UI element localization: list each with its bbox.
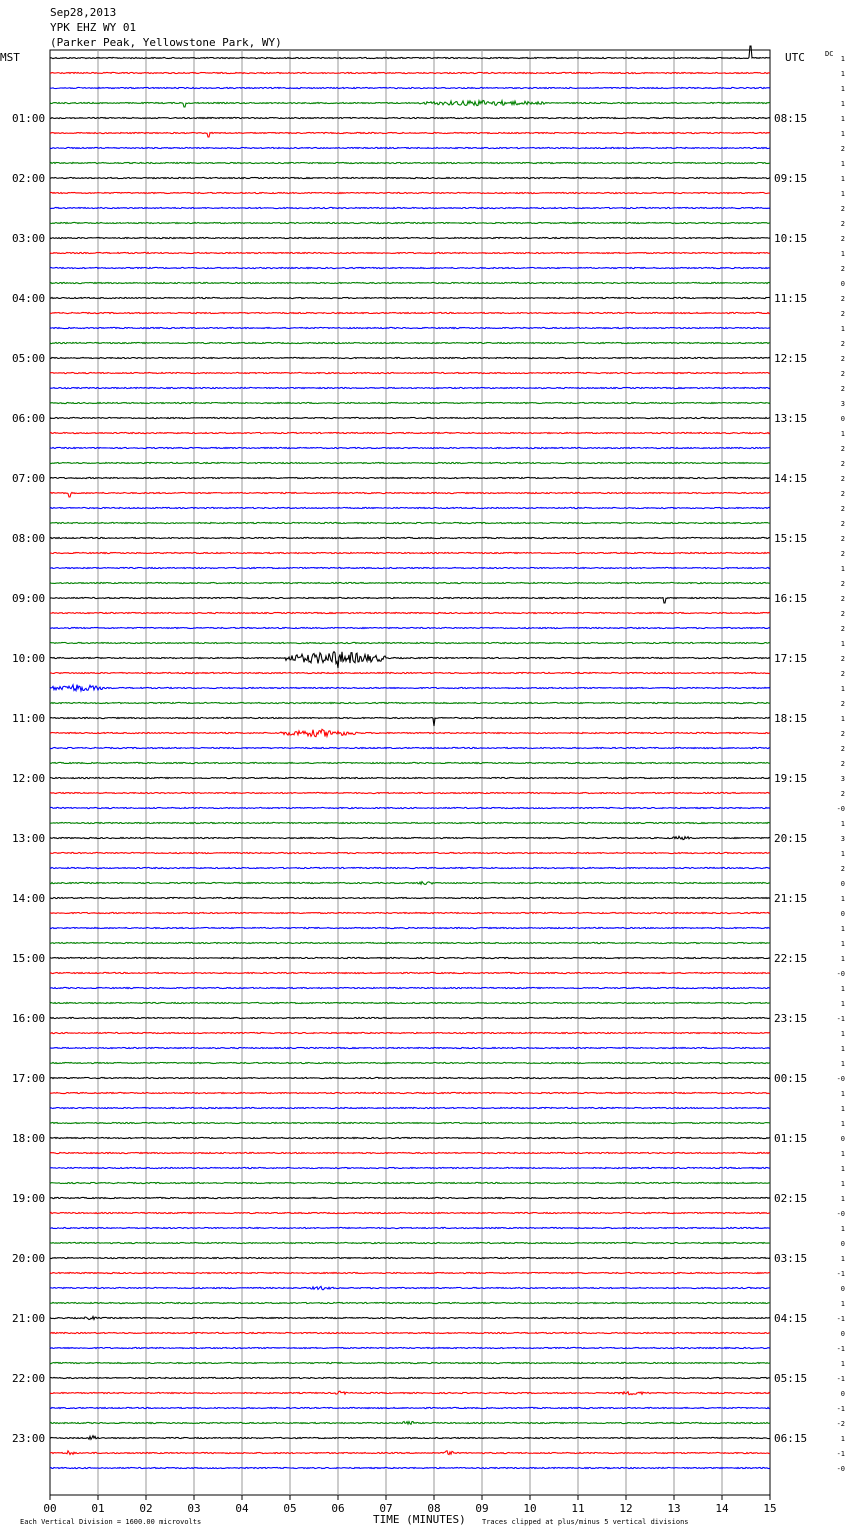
- seismic-trace: [50, 1167, 770, 1168]
- footer-scale-note: Each Vertical Division = 1600.00 microvolts: [20, 1518, 202, 1526]
- dc-value: 2: [840, 445, 845, 453]
- dc-value: 2: [840, 220, 845, 228]
- dc-value: 0: [840, 1330, 845, 1338]
- x-tick-label: 02: [139, 1502, 153, 1515]
- mst-hour-label: 11:00: [12, 712, 46, 725]
- utc-hour-label: 17:15: [774, 652, 808, 665]
- mst-hour-label: 18:00: [12, 1132, 46, 1145]
- chart-header: [50, 6, 282, 49]
- dc-value: 1: [840, 115, 845, 123]
- dc-value: 3: [840, 775, 845, 783]
- seismic-trace: [50, 642, 770, 643]
- mst-hour-label: 19:00: [12, 1192, 46, 1205]
- seismic-trace: [50, 567, 770, 568]
- seismic-trace: [50, 987, 770, 988]
- dc-value: 2: [840, 790, 845, 798]
- seismic-trace: [50, 537, 770, 538]
- x-tick-label: 06: [331, 1502, 345, 1515]
- dc-value: 3: [840, 835, 845, 843]
- x-tick-label: 03: [187, 1502, 201, 1515]
- utc-hour-labels: [774, 112, 807, 1445]
- dc-value: 1: [840, 1105, 845, 1113]
- seismic-trace: [50, 177, 770, 178]
- mst-hour-label: 10:00: [12, 652, 46, 665]
- mst-hour-label: 14:00: [12, 892, 46, 905]
- dc-value: 2: [840, 700, 845, 708]
- seismic-trace: [50, 836, 770, 839]
- dc-value: 2: [840, 745, 845, 753]
- chart-location: (Parker Peak, Yellowstone Park, WY): [50, 36, 282, 49]
- dc-value: -0: [836, 805, 845, 813]
- seismic-trace: [50, 1077, 770, 1078]
- mst-hour-label: 02:00: [12, 172, 46, 185]
- mst-axis-label: MST: [0, 51, 20, 64]
- mst-hour-label: 20:00: [12, 1252, 46, 1265]
- dc-value: 1: [840, 55, 845, 63]
- dc-value: 3: [840, 400, 845, 408]
- dc-value: 2: [840, 865, 845, 873]
- dc-value: 2: [840, 655, 845, 663]
- seismic-trace: [50, 1422, 770, 1425]
- seismic-trace: [50, 507, 770, 508]
- dc-value: -0: [836, 1210, 845, 1218]
- dc-value: 2: [840, 475, 845, 483]
- dc-value: 0: [840, 1285, 845, 1293]
- seismic-trace: [50, 957, 770, 958]
- seismic-trace: [50, 192, 770, 193]
- seismic-trace: [50, 867, 770, 868]
- utc-hour-label: 01:15: [774, 1132, 808, 1145]
- seismic-trace: [50, 447, 770, 448]
- seismic-trace: [50, 1227, 770, 1228]
- dc-value: 0: [840, 415, 845, 423]
- dc-value: 1: [840, 1225, 845, 1233]
- seismic-trace: [50, 1032, 770, 1033]
- seismic-trace: [50, 372, 770, 373]
- mst-hour-label: 22:00: [12, 1372, 46, 1385]
- dc-value: 1: [840, 565, 845, 573]
- x-tick-label: 11: [571, 1502, 585, 1515]
- dc-value: 1: [840, 820, 845, 828]
- mst-hour-label: 15:00: [12, 952, 46, 965]
- dc-value: 1: [840, 1360, 845, 1368]
- seismic-trace: [50, 342, 770, 343]
- seismic-trace: [50, 612, 770, 613]
- utc-hour-label: 14:15: [774, 472, 808, 485]
- seismic-trace: [50, 1272, 770, 1273]
- minute-grid: [98, 50, 722, 1495]
- seismic-trace: [50, 1407, 770, 1408]
- seismic-trace: [50, 897, 770, 898]
- dc-value: 2: [840, 610, 845, 618]
- dc-value: 2: [840, 385, 845, 393]
- dc-value: 1: [840, 1000, 845, 1008]
- mst-hour-label: 23:00: [12, 1432, 46, 1445]
- seismic-trace: [50, 685, 770, 691]
- dc-value: 2: [840, 205, 845, 213]
- dc-value: 1: [840, 1030, 845, 1038]
- dc-value: 1: [840, 100, 845, 108]
- seismic-trace: [50, 1092, 770, 1093]
- dc-value: 0: [840, 910, 845, 918]
- utc-hour-label: 15:15: [774, 532, 808, 545]
- dc-value: -2: [836, 1420, 845, 1428]
- seismic-trace: [50, 927, 770, 928]
- dc-value: 1: [840, 430, 845, 438]
- dc-value: -0: [836, 1075, 845, 1083]
- x-tick-label: 07: [379, 1502, 393, 1515]
- seismic-trace: [50, 1377, 770, 1378]
- x-tick-label: 12: [619, 1502, 633, 1515]
- x-tick-label: 09: [475, 1502, 489, 1515]
- dc-value: 1: [840, 1435, 845, 1443]
- dc-value: 1: [840, 85, 845, 93]
- seismic-trace: [50, 1137, 770, 1138]
- seismic-trace: [50, 312, 770, 313]
- dc-value: 0: [840, 1240, 845, 1248]
- dc-value: 1: [840, 1165, 845, 1173]
- utc-hour-label: 12:15: [774, 352, 808, 365]
- dc-value: 2: [840, 550, 845, 558]
- dc-value: -1: [836, 1405, 845, 1413]
- utc-hour-label: 10:15: [774, 232, 808, 245]
- seismic-trace: [50, 762, 770, 763]
- seismic-trace: [50, 1002, 770, 1003]
- mst-hour-label: 21:00: [12, 1312, 46, 1325]
- dc-value: -1: [836, 1315, 845, 1323]
- utc-hour-label: 09:15: [774, 172, 808, 185]
- dc-value: 2: [840, 355, 845, 363]
- seismic-trace: [50, 672, 770, 673]
- dc-value: 1: [840, 1120, 845, 1128]
- dc-value: -0: [836, 1465, 845, 1473]
- seismic-trace: [50, 582, 770, 583]
- x-tick-label: 04: [235, 1502, 249, 1515]
- seismic-trace: [50, 1182, 770, 1183]
- seismic-trace: [50, 717, 770, 726]
- dc-value: 2: [840, 595, 845, 603]
- seismic-trace: [50, 807, 770, 808]
- seismic-trace: [50, 282, 770, 283]
- dc-value: 1: [840, 955, 845, 963]
- mst-hour-labels: [12, 112, 45, 1445]
- dc-value: 2: [840, 370, 845, 378]
- mst-hour-label: 13:00: [12, 832, 46, 845]
- seismic-trace: [50, 327, 770, 328]
- dc-value: -1: [836, 1015, 845, 1023]
- seismic-trace: [50, 147, 770, 148]
- seismic-trace: [50, 912, 770, 913]
- utc-hour-label: 02:15: [774, 1192, 808, 1205]
- dc-value: 1: [840, 1195, 845, 1203]
- utc-hour-label: 08:15: [774, 112, 808, 125]
- seismic-trace: [50, 729, 770, 736]
- seismic-trace: [50, 822, 770, 823]
- seismic-trace: [50, 747, 770, 748]
- mst-hour-label: 06:00: [12, 412, 46, 425]
- dc-value: 1: [840, 685, 845, 693]
- dc-value: 1: [840, 1180, 845, 1188]
- seismic-trace: [50, 1122, 770, 1123]
- dc-value: 2: [840, 625, 845, 633]
- trace-lines: [50, 46, 770, 1469]
- mst-hour-label: 07:00: [12, 472, 46, 485]
- seismic-trace: [50, 1197, 770, 1198]
- dc-value: -1: [836, 1270, 845, 1278]
- dc-value: 1: [840, 925, 845, 933]
- plot-frame: [50, 50, 770, 1495]
- seismic-trace: [50, 132, 770, 137]
- seismic-trace: [50, 552, 770, 553]
- seismic-trace: [50, 477, 770, 478]
- seismic-trace: [50, 432, 770, 433]
- utc-hour-label: 20:15: [774, 832, 808, 845]
- dc-value: 1: [840, 940, 845, 948]
- seismic-trace: [50, 1451, 770, 1455]
- chart-date: Sep28,2013: [50, 6, 117, 19]
- dc-column-label: DC: [825, 50, 834, 58]
- dc-value: -0: [836, 970, 845, 978]
- dc-value: 2: [840, 340, 845, 348]
- seismic-trace: [50, 1436, 770, 1440]
- seismic-trace: [50, 252, 770, 253]
- utc-hour-label: 05:15: [774, 1372, 808, 1385]
- utc-hour-label: 21:15: [774, 892, 808, 905]
- seismic-trace: [50, 1362, 770, 1363]
- seismic-trace: [50, 1107, 770, 1108]
- seismic-trace: [50, 87, 770, 88]
- seismic-trace: [50, 972, 770, 973]
- seismic-trace: [50, 597, 770, 603]
- seismic-trace: [50, 462, 770, 463]
- dc-value: 2: [840, 310, 845, 318]
- x-tick-label: 01: [91, 1502, 105, 1515]
- seismic-trace: [50, 492, 770, 497]
- dc-value: 1: [840, 640, 845, 648]
- x-tick-label: 00: [43, 1502, 57, 1515]
- dc-value: 1: [840, 160, 845, 168]
- dc-value: 2: [840, 505, 845, 513]
- x-tick-label: 14: [715, 1502, 729, 1515]
- seismic-trace: [50, 1286, 770, 1289]
- dc-value: 2: [840, 490, 845, 498]
- dc-value: 1: [840, 1255, 845, 1263]
- seismic-trace: [50, 1152, 770, 1153]
- mst-hour-label: 05:00: [12, 352, 46, 365]
- mst-hour-label: 04:00: [12, 292, 46, 305]
- dc-value: 2: [840, 460, 845, 468]
- dc-value: 1: [840, 850, 845, 858]
- utc-hour-label: 06:15: [774, 1432, 808, 1445]
- utc-hour-label: 23:15: [774, 1012, 808, 1025]
- dc-value: 2: [840, 670, 845, 678]
- dc-value: 1: [840, 715, 845, 723]
- mst-hour-label: 12:00: [12, 772, 46, 785]
- seismic-trace: [50, 1317, 770, 1320]
- footer-clip-note: Traces clipped at plus/minus 5 vertical divisions: [482, 1518, 689, 1526]
- mst-hour-label: 01:00: [12, 112, 46, 125]
- utc-hour-label: 19:15: [774, 772, 808, 785]
- x-tick-label: 15: [763, 1502, 777, 1515]
- x-tick-label: 05: [283, 1502, 297, 1515]
- dc-value: 2: [840, 520, 845, 528]
- seismic-trace: [50, 627, 770, 628]
- dc-value: 2: [840, 145, 845, 153]
- seismic-trace: [50, 297, 770, 298]
- dc-value: -1: [836, 1345, 845, 1353]
- mst-hour-label: 17:00: [12, 1072, 46, 1085]
- seismic-trace: [50, 100, 770, 107]
- dc-value: -1: [836, 1450, 845, 1458]
- dc-value: 1: [840, 895, 845, 903]
- dc-value: 1: [840, 1045, 845, 1053]
- dc-value: 1: [840, 325, 845, 333]
- x-tick-label: 08: [427, 1502, 441, 1515]
- seismic-trace: [50, 1212, 770, 1213]
- dc-value: 1: [840, 190, 845, 198]
- seismic-trace: [50, 1017, 770, 1018]
- x-axis-ticks: [43, 1495, 776, 1515]
- seismic-trace: [50, 522, 770, 523]
- dc-value: 1: [840, 985, 845, 993]
- utc-hour-label: 00:15: [774, 1072, 808, 1085]
- seismic-trace: [50, 117, 770, 118]
- dc-value: 1: [840, 130, 845, 138]
- chart-station: YPK EHZ WY 01: [50, 21, 137, 34]
- x-tick-label: 13: [667, 1502, 681, 1515]
- seismic-trace: [50, 357, 770, 358]
- x-tick-label: 10: [523, 1502, 537, 1515]
- seismic-trace: [50, 1242, 770, 1243]
- seismic-trace: [50, 1467, 770, 1468]
- seismic-trace: [50, 207, 770, 208]
- dc-value: 2: [840, 235, 845, 243]
- seismic-trace: [50, 1062, 770, 1063]
- seismic-trace: [50, 882, 770, 885]
- seismic-trace: [50, 1257, 770, 1258]
- utc-axis-label: UTC: [785, 51, 805, 64]
- dc-value: 0: [840, 1135, 845, 1143]
- utc-hour-label: 03:15: [774, 1252, 808, 1265]
- dc-value: 1: [840, 1060, 845, 1068]
- utc-hour-label: 18:15: [774, 712, 808, 725]
- seismic-trace: [50, 417, 770, 418]
- mst-hour-label: 03:00: [12, 232, 46, 245]
- dc-value: -1: [836, 1375, 845, 1383]
- dc-value: 1: [840, 1150, 845, 1158]
- seismic-trace: [50, 222, 770, 223]
- seismic-trace: [50, 162, 770, 163]
- dc-offset-values: [837, 55, 845, 1473]
- seismic-trace: [50, 777, 770, 778]
- utc-hour-label: 22:15: [774, 952, 808, 965]
- utc-hour-label: 11:15: [774, 292, 808, 305]
- dc-value: 1: [840, 1090, 845, 1098]
- dc-value: 0: [840, 880, 845, 888]
- seismic-trace: [50, 792, 770, 793]
- dc-value: 2: [840, 580, 845, 588]
- seismic-trace: [50, 387, 770, 388]
- dc-value: 2: [840, 760, 845, 768]
- dc-value: 1: [840, 1300, 845, 1308]
- seismic-trace: [50, 237, 770, 238]
- seismic-trace: [50, 1391, 770, 1394]
- dc-value: 2: [840, 265, 845, 273]
- utc-hour-label: 04:15: [774, 1312, 808, 1325]
- seismic-trace: [50, 1332, 770, 1333]
- dc-value: 0: [840, 1390, 845, 1398]
- x-axis-title: TIME (MINUTES): [373, 1513, 466, 1526]
- mst-hour-label: 16:00: [12, 1012, 46, 1025]
- seismic-trace: [50, 72, 770, 73]
- dc-value: 2: [840, 730, 845, 738]
- dc-value: 1: [840, 70, 845, 78]
- seismic-trace: [50, 852, 770, 853]
- seismic-trace: [50, 1302, 770, 1303]
- seismic-trace: [50, 652, 770, 668]
- dc-value: 2: [840, 295, 845, 303]
- seismic-trace: [50, 402, 770, 403]
- dc-value: 2: [840, 535, 845, 543]
- mst-hour-label: 08:00: [12, 532, 46, 545]
- seismic-trace: [50, 942, 770, 943]
- dc-value: 1: [840, 175, 845, 183]
- seismic-trace: [50, 702, 770, 703]
- utc-hour-label: 13:15: [774, 412, 808, 425]
- mst-hour-label: 09:00: [12, 592, 46, 605]
- seismic-trace: [50, 267, 770, 268]
- dc-value: 1: [840, 250, 845, 258]
- dc-value: 0: [840, 280, 845, 288]
- seismic-trace: [50, 1047, 770, 1048]
- seismic-trace: [50, 1347, 770, 1348]
- utc-hour-label: 16:15: [774, 592, 808, 605]
